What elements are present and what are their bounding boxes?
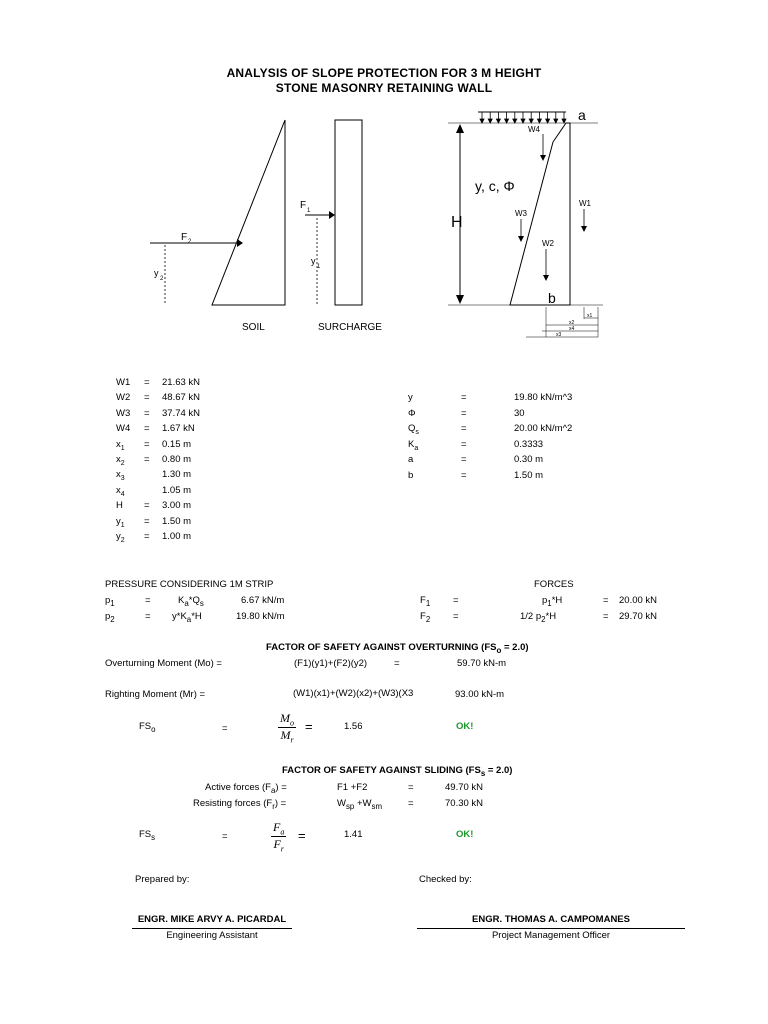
parameter-value: 0.30 m xyxy=(514,454,544,466)
parameter-equals: = xyxy=(144,407,150,419)
parameter-symbol: W4 xyxy=(116,423,131,435)
parameter-value: 30 xyxy=(514,407,525,419)
w2-label: W2 xyxy=(542,239,554,248)
soil-properties-label: y, c, Φ xyxy=(475,178,515,194)
parameter-equals: = xyxy=(461,454,467,466)
f2-formula: 1/2 $p_2*H$ xyxy=(520,611,557,624)
parameter-symbol: $y_1$ xyxy=(116,515,125,529)
parameter-symbol: $y_2$ xyxy=(116,531,125,544)
parameter-symbol: $K_a$ xyxy=(408,438,419,452)
parameter-symbol: W3 xyxy=(116,407,131,419)
parameter-equals: = xyxy=(461,407,467,419)
parameter-equals: = xyxy=(144,531,150,542)
parameter-value: 37.74 kN xyxy=(162,407,201,419)
svg-text:2: 2 xyxy=(160,276,164,282)
f2-value: 29.70 kN xyxy=(619,611,658,622)
righting-moment-label: Righting Moment (Mr) = xyxy=(105,689,206,700)
p1-value: 6.67 kN/m xyxy=(241,595,285,606)
parameter-symbol: y xyxy=(408,392,413,403)
overturning-moment-value: 59.70 kN-m xyxy=(457,658,507,669)
parameter-value: 19.80 kN/m^3 xyxy=(514,392,573,403)
p2-formula: $y*K_a*H$ xyxy=(172,611,202,624)
parameter-value: 1.67 kN xyxy=(162,423,195,435)
parameter-equals: = xyxy=(144,515,150,527)
document-title-line1: ANALYSIS OF SLOPE PROTECTION FOR 3 M HEIGHT xyxy=(226,66,542,80)
checked-by-name: ENGR. THOMAS A. CAMPOMANES xyxy=(472,914,630,925)
p2-value: 19.80 kN/m xyxy=(236,611,285,622)
f1-symbol: $F_1$ xyxy=(420,595,431,608)
f1-formula: $p_1*H$ xyxy=(542,595,563,608)
parameter-value: 0.15 m xyxy=(162,438,192,450)
y2-label: y xyxy=(154,268,159,278)
earth-pressure-diagram xyxy=(145,112,395,337)
w3-label: W3 xyxy=(515,209,527,218)
parameter-symbol: W2 xyxy=(116,392,131,404)
parameter-value: 1.50 m xyxy=(514,470,544,481)
fss-status-badge: OK! xyxy=(456,829,474,840)
soil-pressure-triangle xyxy=(212,120,285,305)
resisting-forces-label: Resisting forces $(F_r)$ = xyxy=(193,798,287,811)
parameter-equals: = xyxy=(144,423,150,435)
forces-heading: FORCES xyxy=(534,579,574,590)
parameter-equals: = xyxy=(144,500,150,512)
svg-text:x3: x3 xyxy=(556,332,562,338)
resisting-forces-value: 70.30 kN xyxy=(445,798,484,809)
parameter-symbol: H xyxy=(116,500,123,512)
parameter-equals: = xyxy=(461,423,467,435)
prepared-signature-line xyxy=(132,928,292,929)
f2-symbol: $F_2$ xyxy=(420,611,431,624)
svg-text:1: 1 xyxy=(317,264,321,270)
parameter-symbol: W1 xyxy=(116,377,131,388)
parameter-equals: = xyxy=(144,392,150,404)
overturning-moment-label: Overturning Moment (Mo) = xyxy=(105,658,222,669)
parameter-value: 0.80 m xyxy=(162,454,192,465)
fso-status-badge: OK! xyxy=(456,721,474,732)
document-title-line2: STONE MASONRY RETAINING WALL xyxy=(275,81,493,95)
svg-text:x1: x1 xyxy=(587,313,593,319)
fss-value: 1.41 xyxy=(344,829,363,840)
parameter-symbol: b xyxy=(408,470,414,481)
dim-a-label: a xyxy=(578,107,586,123)
active-forces-label: Active forces $(F_a)$ = xyxy=(205,782,287,795)
parameter-value: 0.3333 xyxy=(514,438,544,450)
parameter-equals: = xyxy=(461,438,467,450)
prepared-by-title: Engineering Assistant xyxy=(166,930,258,941)
fso-fraction: $\frac{M_o}{M_r}$ xyxy=(280,711,294,745)
righting-moment-value: 93.00 kN-m xyxy=(455,689,505,700)
fss-fraction: $\frac{F_a}{F_r}$ xyxy=(273,820,285,854)
parameter-value: 3.00 m xyxy=(162,500,192,512)
active-forces-formula: F1 +F2 xyxy=(337,782,368,793)
parameter-value: 20.00 kN/m^2 xyxy=(514,423,573,435)
parameter-equals: = xyxy=(461,470,467,481)
righting-moment-formula: (W1)(x1)+(W2)(x2)+(W3)(X3 xyxy=(293,688,414,699)
prepared-by-label: Prepared by: xyxy=(135,874,190,885)
active-forces-value: 49.70 kN xyxy=(445,782,484,793)
svg-text:2: 2 xyxy=(188,239,192,245)
parameter-value: 21.63 kN xyxy=(162,377,201,388)
parameter-equals: = xyxy=(144,438,150,450)
w1-label: W1 xyxy=(579,199,591,208)
w4-label: W4 xyxy=(528,125,540,134)
soil-label: SOIL xyxy=(242,322,265,333)
surcharge-rectangle xyxy=(335,120,362,305)
f2-label: F xyxy=(181,232,188,243)
sliding-heading: FACTOR OF SAFETY AGAINST SLIDING $(FS_s = 2.0)$ xyxy=(282,765,513,778)
dim-b-label: b xyxy=(548,290,556,306)
parameter-value: 48.67 kN xyxy=(162,392,201,404)
y1-label: y xyxy=(311,256,316,266)
p1-formula: $K_a*Q_s$ xyxy=(178,595,204,608)
parameter-value: 1.30 m xyxy=(162,469,192,481)
parameter-symbol: $x_3$ xyxy=(116,469,125,483)
svg-text:x2: x2 xyxy=(569,320,575,326)
parameter-symbol: $x_2$ xyxy=(116,454,125,467)
parameter-value: 1.00 m xyxy=(162,531,192,542)
parameter-equals: = xyxy=(144,454,150,465)
surcharge-label: SURCHARGE xyxy=(318,322,382,333)
dim-h-label: H xyxy=(451,214,463,231)
overturning-heading: FACTOR OF SAFETY AGAINST OVERTURNING $(FS_o = 2.0)$ xyxy=(266,642,529,655)
parameter-symbol: $Q_s$ xyxy=(408,423,419,437)
f1-value: 20.00 kN xyxy=(619,595,658,606)
svg-text:1: 1 xyxy=(307,208,311,214)
fso-value: 1.56 xyxy=(344,721,363,732)
svg-text:x4: x4 xyxy=(569,326,575,332)
fss-label: $FS_s$ xyxy=(139,829,156,842)
p1-symbol: $p_1$ xyxy=(105,595,115,608)
prepared-by-name: ENGR. MIKE ARVY A. PICARDAL xyxy=(137,914,287,925)
pressure-heading: PRESSURE CONSIDERING 1M STRIP xyxy=(105,579,274,590)
retaining-wall-section xyxy=(438,107,613,342)
overturning-moment-formula: (F1)(y1)+(F2)(y2) xyxy=(294,658,368,669)
parameter-symbol: a xyxy=(408,454,414,466)
parameter-symbol: Φ xyxy=(408,407,416,419)
parameter-equals: = xyxy=(461,392,467,403)
parameter-value: 1.05 m xyxy=(162,484,192,496)
fso-label: $FS_o$ xyxy=(139,721,156,734)
resisting-forces-formula: $W_{sp} +W_{sm}$ xyxy=(337,798,383,811)
parameter-equals: = xyxy=(144,377,150,388)
parameter-symbol: $x_4$ xyxy=(116,484,125,498)
parameter-symbol: $x_1$ xyxy=(116,438,125,452)
checked-by-title: Project Management Officer xyxy=(491,930,611,941)
f1-label: F xyxy=(300,200,307,211)
parameter-value: 1.50 m xyxy=(162,515,192,527)
checked-signature-line xyxy=(417,928,685,929)
p2-symbol: $p_2$ xyxy=(105,611,115,624)
checked-by-label: Checked by: xyxy=(419,874,472,885)
